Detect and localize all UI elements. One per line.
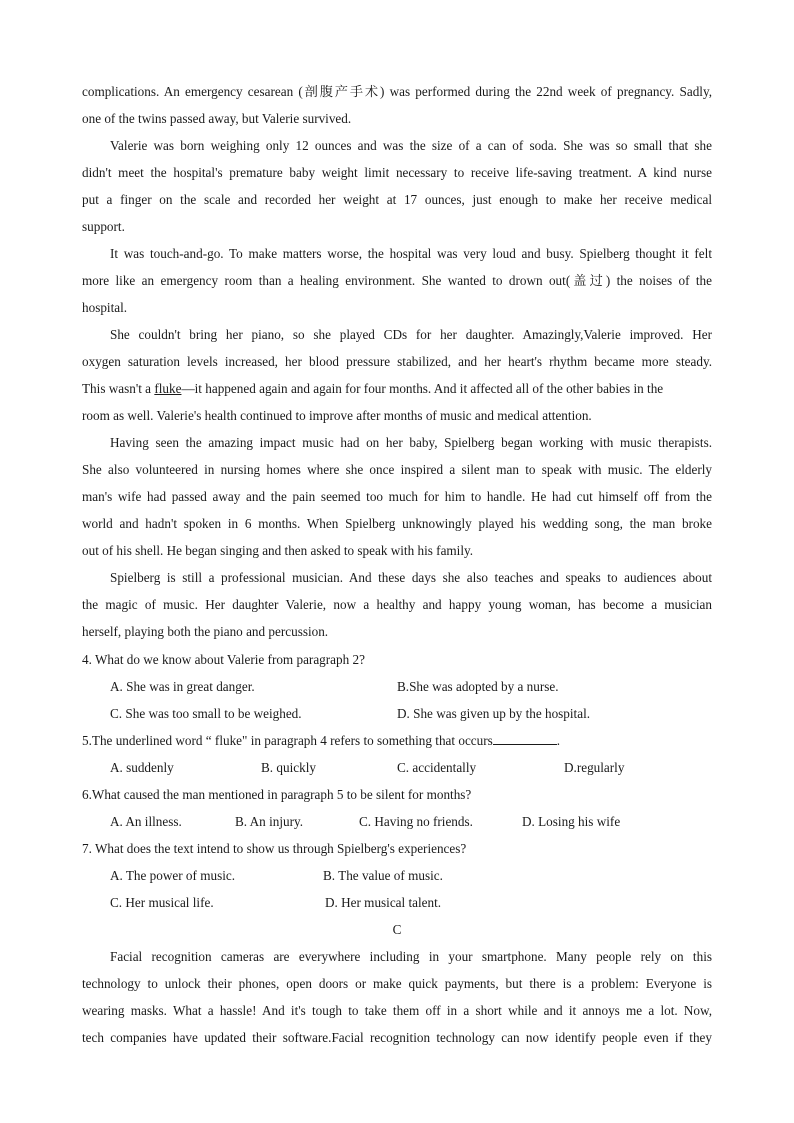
q7-option-b: B. The value of music. — [323, 868, 443, 883]
text-line: tech companies have updated their software.Facial recognition technology can now identify people even if they — [82, 1030, 712, 1045]
text-line: technology to unlock their phones, open doors or make quick payments, but there is a problem: Everyone is — [82, 976, 712, 991]
section-heading: C — [392, 922, 402, 937]
question-6-stem: 6.What caused the man mentioned in paragraph 5 to be silent for months? — [82, 787, 472, 802]
text-line: didn't meet the hospital's premature baby weight limit necessary to receive life-saving treatment. A kind nurse — [82, 165, 712, 180]
q5-option-a: A. suddenly — [110, 760, 174, 775]
text-line: herself, playing both the piano and percussion. — [82, 624, 329, 639]
text-line: man's wife had passed away and the pain seemed too much for him to handle. He had cut himself off from the — [82, 489, 712, 504]
text-line — [82, 380, 712, 397]
question-5-stem — [82, 732, 712, 749]
text-line: room as well. Valerie's health continued to improve after months of music and medical attention. — [82, 408, 592, 423]
text-span: —it happened again and again for four months. And it affected all of the other babies in the — [181, 381, 664, 396]
underlined-word: fluke — [154, 381, 182, 396]
text-line: more like an emergency room than a healing environment. She wanted to drown out(盖过) the noises of the — [82, 273, 712, 288]
q5-option-c: C. accidentally — [397, 760, 477, 775]
q4-option-c: C. She was too small to be weighed. — [110, 706, 302, 721]
text-line: She couldn't bring her piano, so she played CDs for her daughter. Amazingly,Valerie improved. Her — [110, 327, 712, 342]
text-span: This wasn't a — [82, 381, 155, 396]
text-line: Spielberg is still a professional musician. And these days she also teaches and speaks to audiences about — [110, 570, 712, 585]
text-line: Having seen the amazing impact music had on her baby, Spielberg began working with music therapists. — [110, 435, 712, 450]
q7-option-a: A. The power of music. — [110, 868, 236, 883]
q5-option-b: B. quickly — [261, 760, 316, 775]
answer-blank — [493, 732, 557, 745]
q6-option-c: C. Having no friends. — [359, 814, 473, 829]
text-line: She also volunteered in nursing homes where she once inspired a silent man to speak with music. The elderly — [82, 462, 712, 477]
question-7-stem: 7. What does the text intend to show us through Spielberg's experiences? — [82, 841, 467, 856]
text-line: put a finger on the scale and recorded her weight at 17 ounces, just enough to make her receive medical — [82, 192, 712, 207]
text-line: out of his shell. He began singing and then asked to speak with his family. — [82, 543, 474, 558]
q4-option-d: D. She was given up by the hospital. — [397, 706, 591, 721]
q6-option-a: A. An illness. — [110, 814, 182, 829]
text-line: world and hadn't spoken in 6 months. When Spielberg unknowingly played his wedding song, the man broke — [82, 516, 712, 531]
q6-option-b: B. An injury. — [235, 814, 304, 829]
text-line: It was touch-and-go. To make matters worse, the hospital was very loud and busy. Spielberg thought it felt — [110, 246, 712, 261]
q4-option-a: A. She was in great danger. — [110, 679, 255, 694]
text-line: hospital. — [82, 300, 128, 315]
q7-option-d: D. Her musical talent. — [325, 895, 442, 910]
question-4-stem: 4. What do we know about Valerie from paragraph 2? — [82, 652, 365, 667]
question-5-end: . — [556, 733, 561, 748]
q4-option-b: B.She was adopted by a nurse. — [397, 679, 559, 694]
q5-option-d: D.regularly — [564, 760, 625, 775]
q7-option-c: C. Her musical life. — [110, 895, 214, 910]
text-line: Facial recognition cameras are everywhere including in your smartphone. Many people rely on this — [110, 949, 712, 964]
text-line: Valerie was born weighing only 12 ounces and was the size of a can of soda. She was so small that she — [110, 138, 712, 153]
text-line: one of the twins passed away, but Valerie survived. — [82, 111, 352, 126]
text-line: complications. An emergency cesarean (剖腹产手术) was performed during the 22nd week of pregnancy. Sadly, — [82, 84, 712, 99]
question-5-text: 5.The underlined word “ fluke" in paragraph 4 refers to something that occurs — [82, 733, 493, 748]
text-line: support. — [82, 219, 125, 234]
q6-option-d: D. Losing his wife — [522, 814, 621, 829]
text-line: oxygen saturation levels increased, her blood pressure stabilized, and her heart's rhythm became more steady. — [82, 354, 712, 369]
text-line: wearing masks. What a hassle! And it's tough to take them off in a short while and it annoys me a lot. Now, — [82, 1003, 712, 1018]
text-line: the magic of music. Her daughter Valerie, now a healthy and happy young woman, has become a musician — [82, 597, 712, 612]
